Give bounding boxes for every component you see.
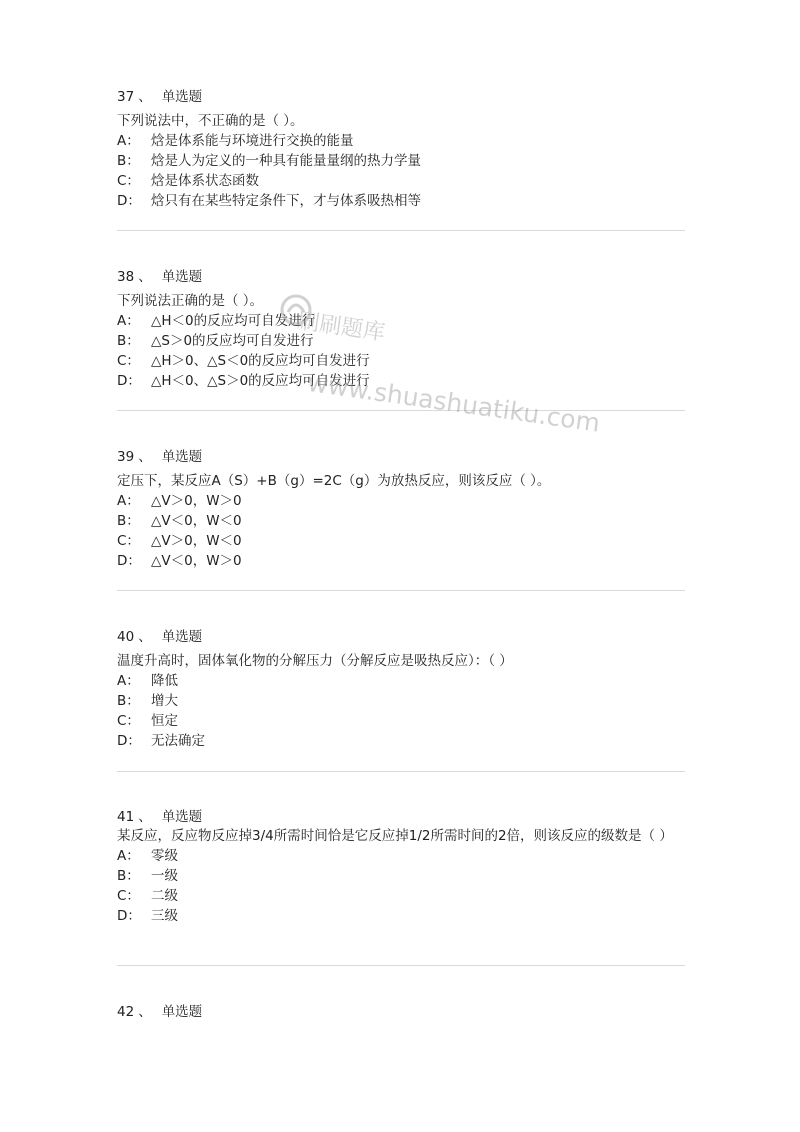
question-stem: 温度升高时，固体氧化物的分解压力（分解反应是吸热反应）：（ ） [117, 653, 513, 669]
question-41 [117, 808, 685, 926]
question-42 [117, 1003, 685, 1021]
option-text: 三级 [151, 908, 178, 924]
question-header [117, 808, 685, 826]
question-stem: 定压下，某反应A（S）+B（g）=2C（g）为放热反应，则该反应（ ）。 [117, 473, 551, 489]
question-divider [117, 230, 685, 231]
question-divider [117, 410, 685, 411]
option-b[interactable] [117, 331, 685, 351]
question-number: 42 [117, 1004, 135, 1020]
option-text: 恒定 [151, 713, 178, 729]
question-type: 单选题 [161, 629, 203, 645]
option-letter: C： [117, 533, 140, 549]
option-letter: B： [117, 513, 140, 529]
option-c[interactable] [117, 531, 685, 551]
option-a[interactable] [117, 311, 685, 331]
option-a[interactable] [117, 671, 685, 691]
question-number: 41 [117, 809, 135, 825]
option-text: △V＞0，W＜0 [151, 533, 242, 549]
option-text: △V＞0，W＞0 [151, 493, 242, 509]
option-letter: B： [117, 693, 140, 709]
option-text: 降低 [151, 673, 178, 689]
option-text: 焓是体系状态函数 [151, 173, 259, 189]
option-letter: A： [117, 133, 140, 149]
option-text: △S＞0的反应均可自发进行 [151, 333, 314, 349]
option-d[interactable] [117, 731, 685, 751]
option-d[interactable] [117, 551, 685, 571]
option-text: 无法确定 [151, 733, 205, 749]
option-b[interactable] [117, 511, 685, 531]
option-text: 焓是人为定义的一种具有能量量纲的热力学量 [151, 153, 421, 169]
option-letter: D： [117, 553, 141, 569]
question-number: 38 [117, 269, 135, 285]
question-stem: 某反应，反应物反应掉3/4所需时间恰是它反应掉1/2所需时间的2倍，则该反应的级数是（ ） [117, 828, 673, 844]
option-letter: B： [117, 868, 140, 884]
option-b[interactable] [117, 691, 685, 711]
question-divider [117, 590, 685, 591]
option-d[interactable] [117, 371, 685, 391]
question-38 [117, 268, 685, 391]
question-type: 单选题 [161, 89, 203, 105]
option-text: △H＜0的反应均可自发进行 [151, 313, 316, 329]
option-letter: A： [117, 493, 140, 509]
option-text: △H＜0、△S＞0的反应均可自发进行 [151, 373, 370, 389]
option-c[interactable] [117, 711, 685, 731]
question-separator: 、 [138, 89, 152, 105]
option-letter: C： [117, 353, 140, 369]
option-text: 焓是体系能与环境进行交换的能量 [151, 133, 354, 149]
question-header [117, 448, 685, 466]
question-separator: 、 [138, 809, 152, 825]
question-number: 40 [117, 629, 135, 645]
question-divider [117, 771, 685, 772]
option-d[interactable] [117, 906, 685, 926]
option-letter: A： [117, 313, 140, 329]
option-letter: D： [117, 193, 141, 209]
question-separator: 、 [138, 1004, 152, 1020]
question-separator: 、 [138, 449, 152, 465]
option-c[interactable] [117, 171, 685, 191]
option-text: 焓只有在某些特定条件下，才与体系吸热相等 [151, 193, 421, 209]
option-c[interactable] [117, 351, 685, 371]
question-40 [117, 628, 685, 751]
option-a[interactable] [117, 131, 685, 151]
question-separator: 、 [138, 269, 152, 285]
question-39 [117, 448, 685, 571]
question-header [117, 628, 685, 646]
option-letter: D： [117, 733, 141, 749]
option-letter: C： [117, 713, 140, 729]
question-separator: 、 [138, 629, 152, 645]
question-number: 39 [117, 449, 135, 465]
option-letter: D： [117, 908, 141, 924]
option-b[interactable] [117, 151, 685, 171]
option-letter: B： [117, 153, 140, 169]
question-header [117, 88, 685, 106]
question-type: 单选题 [161, 449, 203, 465]
option-c[interactable] [117, 886, 685, 906]
question-37 [117, 88, 685, 211]
option-text: △V＜0，W＞0 [151, 553, 242, 569]
option-letter: C： [117, 173, 140, 189]
option-letter: A： [117, 673, 140, 689]
question-header [117, 1003, 685, 1021]
question-header [117, 268, 685, 286]
option-text: 一级 [151, 868, 178, 884]
question-type: 单选题 [161, 269, 203, 285]
option-letter: B： [117, 333, 140, 349]
watermark-url: www.shuashuatiku.com [305, 368, 602, 438]
watermark-title: 刷刷题库 [295, 308, 387, 346]
option-b[interactable] [117, 866, 685, 886]
question-number: 37 [117, 89, 135, 105]
question-divider [117, 965, 685, 966]
option-letter: D： [117, 373, 141, 389]
option-letter: A： [117, 848, 140, 864]
option-a[interactable] [117, 491, 685, 511]
question-stem: 下列说法中，不正确的是（ ）。 [117, 113, 304, 129]
option-text: 二级 [151, 888, 178, 904]
option-text: △V＜0，W＜0 [151, 513, 242, 529]
option-text: 零级 [151, 848, 178, 864]
question-stem: 下列说法正确的是（ ）。 [117, 293, 264, 309]
option-d[interactable] [117, 191, 685, 211]
option-text: △H＞0、△S＜0的反应均可自发进行 [151, 353, 370, 369]
option-letter: C： [117, 888, 140, 904]
option-a[interactable] [117, 846, 685, 866]
question-type: 单选题 [161, 809, 203, 825]
option-text: 增大 [151, 693, 178, 709]
question-type: 单选题 [161, 1004, 203, 1020]
